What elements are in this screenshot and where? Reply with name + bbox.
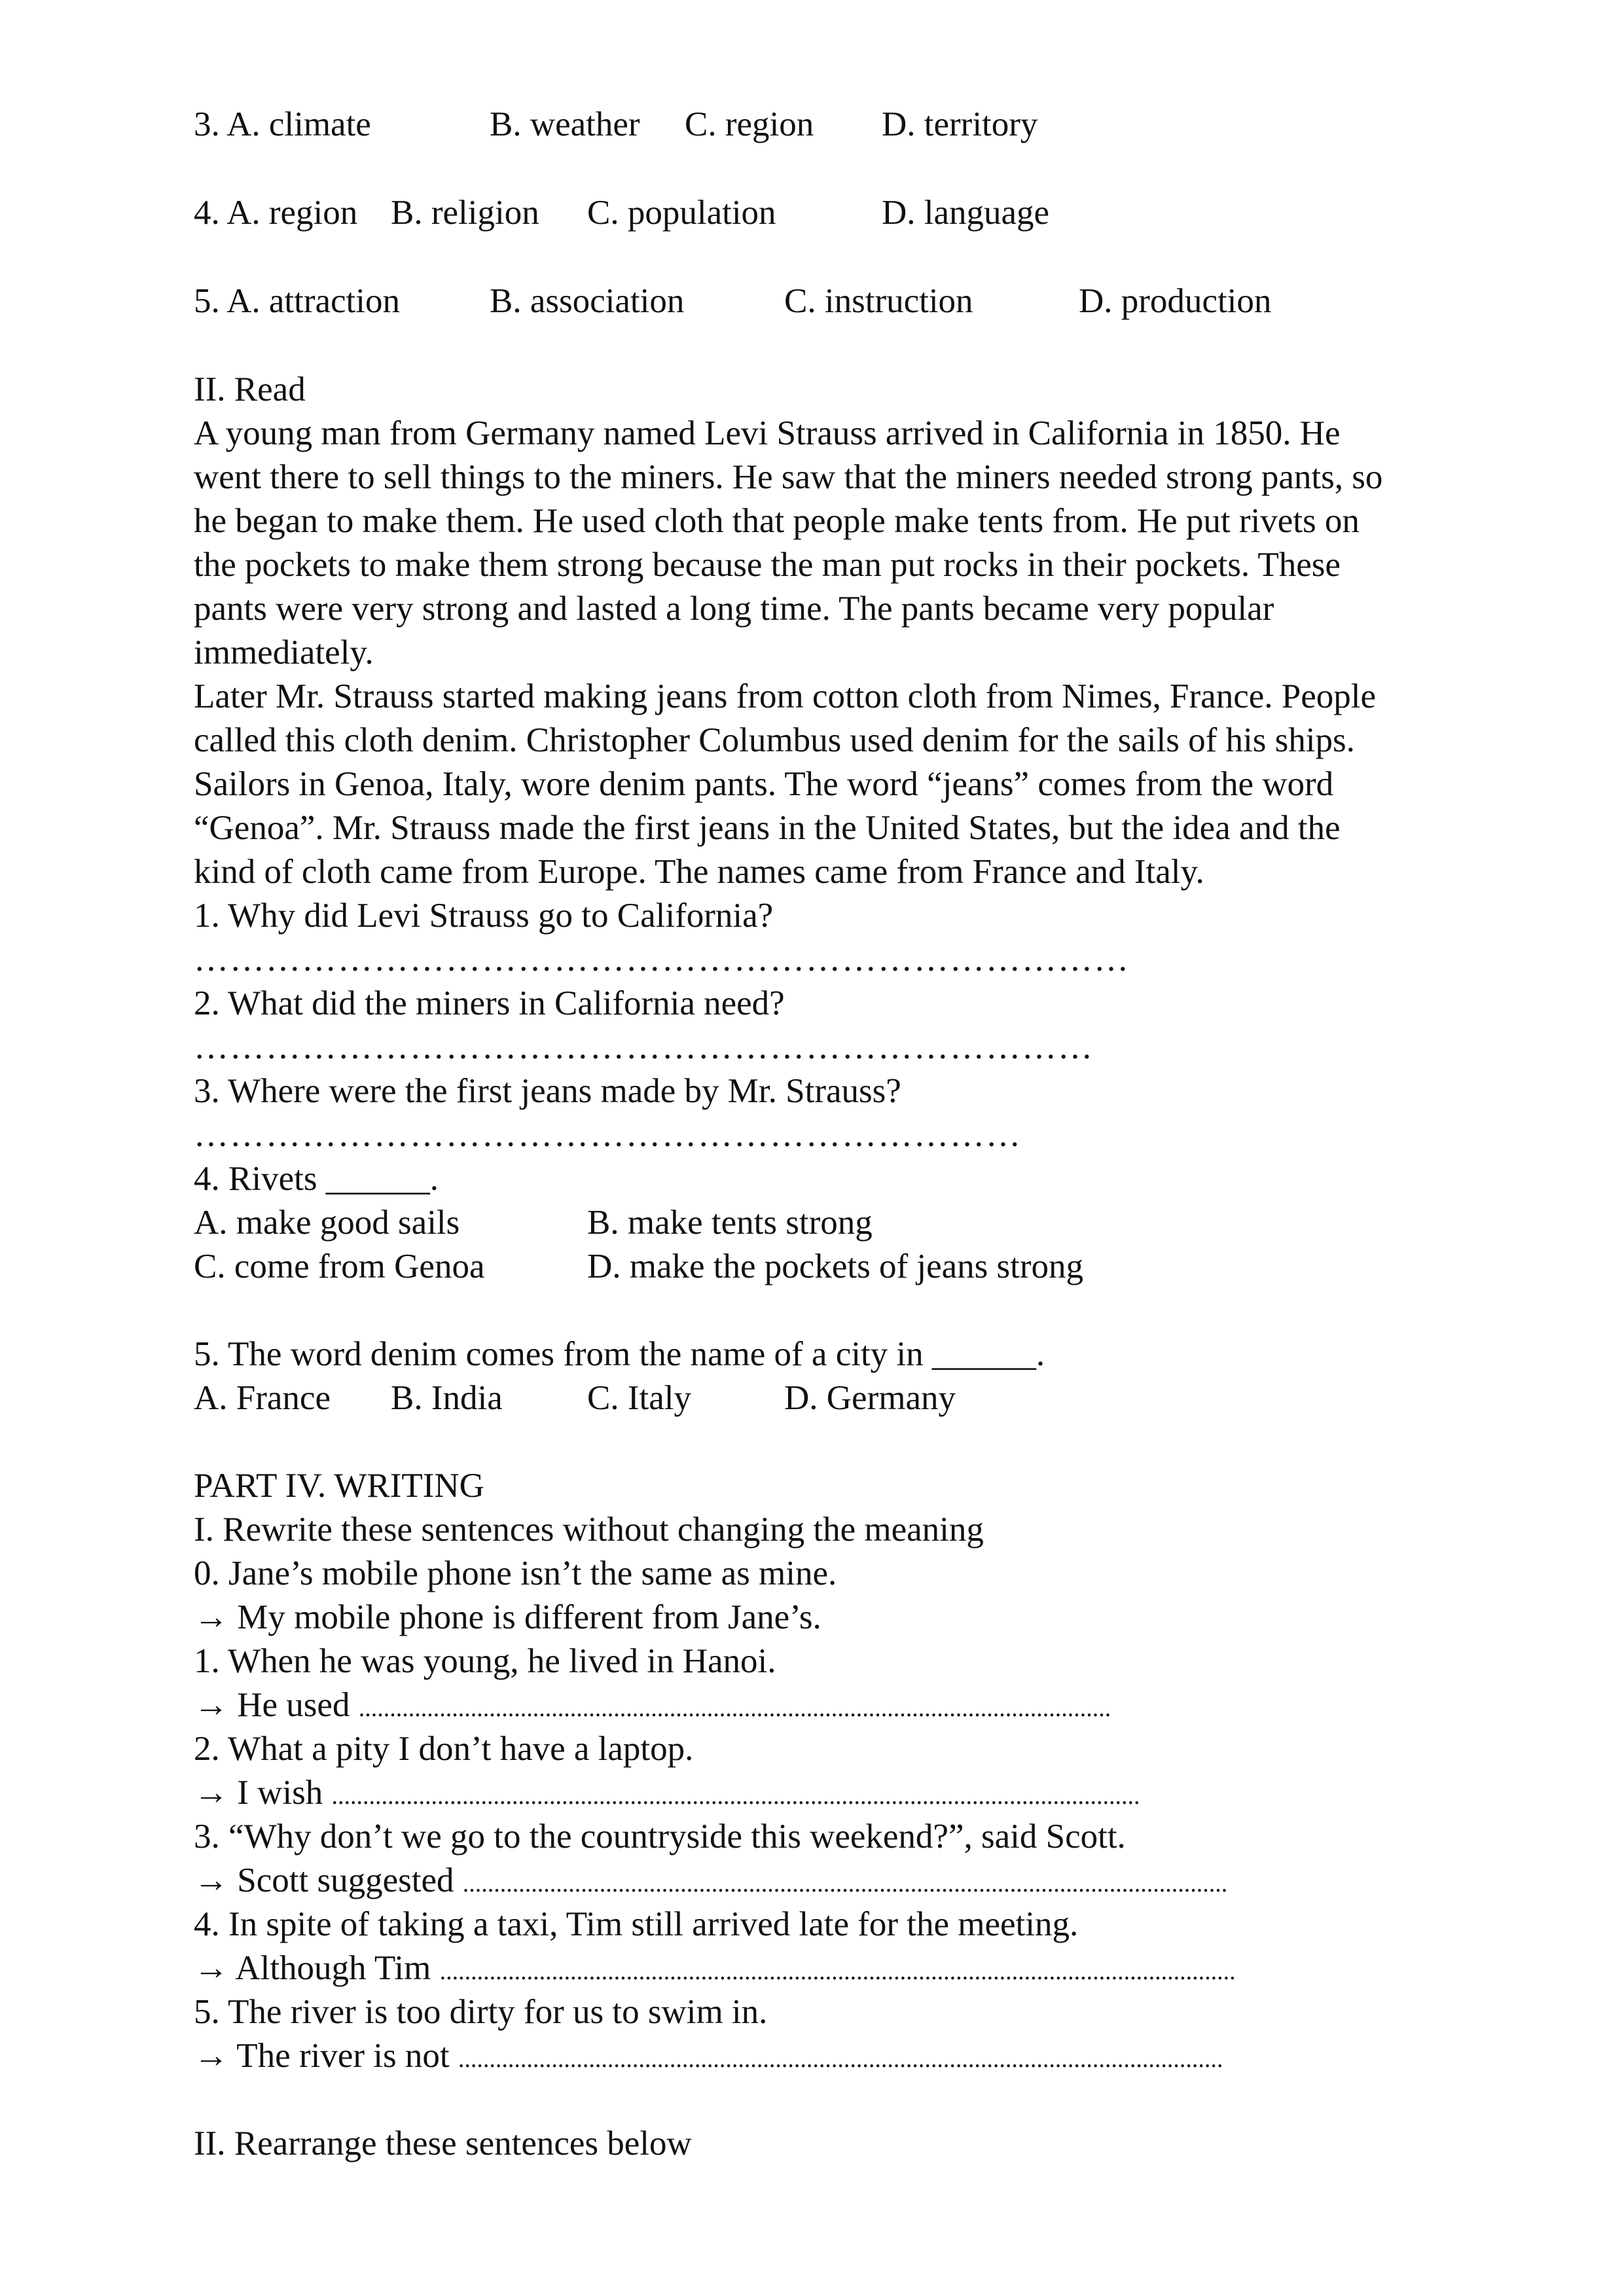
- q4-option-a[interactable]: A. make good sails: [194, 1204, 460, 1242]
- passage-line: immediately.: [194, 634, 374, 672]
- rewrite-prompt: → He used: [194, 1686, 350, 1724]
- vocab-q4-b: B. religion: [391, 194, 539, 232]
- reading-question-1: 1. Why did Levi Strauss go to California?: [194, 897, 774, 935]
- rewrite-blank[interactable]: ...........................................................................................................................: [462, 1870, 1228, 1897]
- q5-option-b[interactable]: B. India: [391, 1379, 503, 1417]
- reading-question-4: 4. Rivets ______.: [194, 1160, 439, 1198]
- rearrange-heading: II. Rearrange these sentences below: [194, 2125, 692, 2162]
- vocab-q3-a: 3. A. climate: [194, 105, 371, 143]
- passage-line: pants were very strong and lasted a long time. The pants became very popular: [194, 590, 1274, 628]
- passage-line: Sailors in Genoa, Italy, wore denim pants. The word “jeans” comes from the word: [194, 765, 1334, 803]
- rewrite-question-2: 2. What a pity I don’t have a laptop.: [194, 1730, 694, 1768]
- q4-option-c[interactable]: C. come from Genoa: [194, 1247, 485, 1285]
- passage-line: kind of cloth came from Europe. The names came from France and Italy.: [194, 853, 1204, 891]
- vocab-q5-a: 5. A. attraction: [194, 282, 400, 320]
- rewrite-heading: I. Rewrite these sentences without changing the meaning: [194, 1511, 984, 1549]
- rewrite-prompt: → I wish: [194, 1774, 323, 1812]
- reading-question-5: 5. The word denim comes from the name of a city in ______.: [194, 1335, 1045, 1373]
- answer-blank-3[interactable]: ……………………………………………………………: [194, 1116, 1022, 1154]
- q4-option-d[interactable]: D. make the pockets of jeans strong: [587, 1247, 1083, 1285]
- rewrite-answer-line-5: [194, 2034, 1223, 2081]
- passage-line: A young man from Germany named Levi Strauss arrived in California in 1850. He: [194, 414, 1341, 452]
- rewrite-blank[interactable]: ................................................................................................................................: [439, 1958, 1236, 1985]
- rewrite-blank[interactable]: .........................................................................................................................: [358, 1695, 1111, 1722]
- rewrite-question-5: 5. The river is too dirty for us to swim in.: [194, 1993, 768, 2031]
- q4-option-b[interactable]: B. make tents strong: [587, 1204, 873, 1242]
- vocab-q4-c: C. population: [587, 194, 776, 232]
- passage-line: Later Mr. Strauss started making jeans from cotton cloth from Nimes, France. People: [194, 677, 1376, 715]
- rewrite-answer-line-4: [194, 1946, 1236, 1994]
- rewrite-answer-line-3: [194, 1859, 1227, 1906]
- rewrite-prompt: → The river is not: [194, 2037, 450, 2075]
- reading-question-3: 3. Where were the first jeans made by Mr. Strauss?: [194, 1072, 901, 1110]
- rewrite-question-3: 3. “Why don’t we go to the countryside this weekend?”, said Scott.: [194, 1818, 1126, 1856]
- example-answer: → My mobile phone is different from Jane’s.: [194, 1598, 821, 1636]
- vocab-q4-a: 4. A. region: [194, 194, 358, 232]
- passage-line: called this cloth denim. Christopher Columbus used denim for the sails of his ships.: [194, 721, 1355, 759]
- rewrite-prompt: → Although Tim: [194, 1949, 431, 1987]
- rewrite-prompt: → Scott suggested: [194, 1861, 454, 1899]
- vocab-q4-d: D. language: [882, 194, 1050, 232]
- vocab-q3-b: B. weather: [490, 105, 640, 143]
- rewrite-answer-line-2: [194, 1771, 1140, 1818]
- rewrite-blank[interactable]: ..................................................................................................................................: [331, 1782, 1140, 1810]
- example-question: 0. Jane’s mobile phone isn’t the same as mine.: [194, 1554, 837, 1592]
- vocab-q5-d: D. production: [1079, 282, 1272, 320]
- rewrite-question-4: 4. In spite of taking a taxi, Tim still arrived late for the meeting.: [194, 1905, 1079, 1943]
- vocab-q5-c: C. instruction: [784, 282, 973, 320]
- reading-question-2: 2. What did the miners in California need?: [194, 984, 785, 1022]
- answer-blank-2[interactable]: …………………………………………………………………: [194, 1028, 1094, 1066]
- q5-option-c[interactable]: C. Italy: [587, 1379, 691, 1417]
- passage-line: he began to make them. He used cloth that people make tents from. He put rivets on: [194, 502, 1360, 540]
- passage-line: went there to sell things to the miners. He saw that the miners needed strong pants, so: [194, 458, 1383, 496]
- vocab-q3-d: D. territory: [882, 105, 1038, 143]
- passage-line: the pockets to make them strong because the man put rocks in their pockets. These: [194, 546, 1341, 584]
- rewrite-question-1: 1. When he was young, he lived in Hanoi.: [194, 1642, 776, 1680]
- rewrite-answer-line-1: [194, 1683, 1111, 1731]
- rewrite-blank[interactable]: ...........................................................................................................................: [458, 2045, 1223, 2073]
- writing-part-heading: PART IV. WRITING: [194, 1467, 484, 1505]
- answer-blank-1[interactable]: ……………………………………………………………………: [194, 941, 1130, 978]
- vocab-q5-b: B. association: [490, 282, 685, 320]
- q5-option-d[interactable]: D. Germany: [784, 1379, 956, 1417]
- vocab-q3-c: C. region: [685, 105, 814, 143]
- q5-option-a[interactable]: A. France: [194, 1379, 331, 1417]
- passage-line: “Genoa”. Mr. Strauss made the first jeans in the United States, but the idea and the: [194, 809, 1341, 847]
- reading-heading: II. Read: [194, 370, 306, 408]
